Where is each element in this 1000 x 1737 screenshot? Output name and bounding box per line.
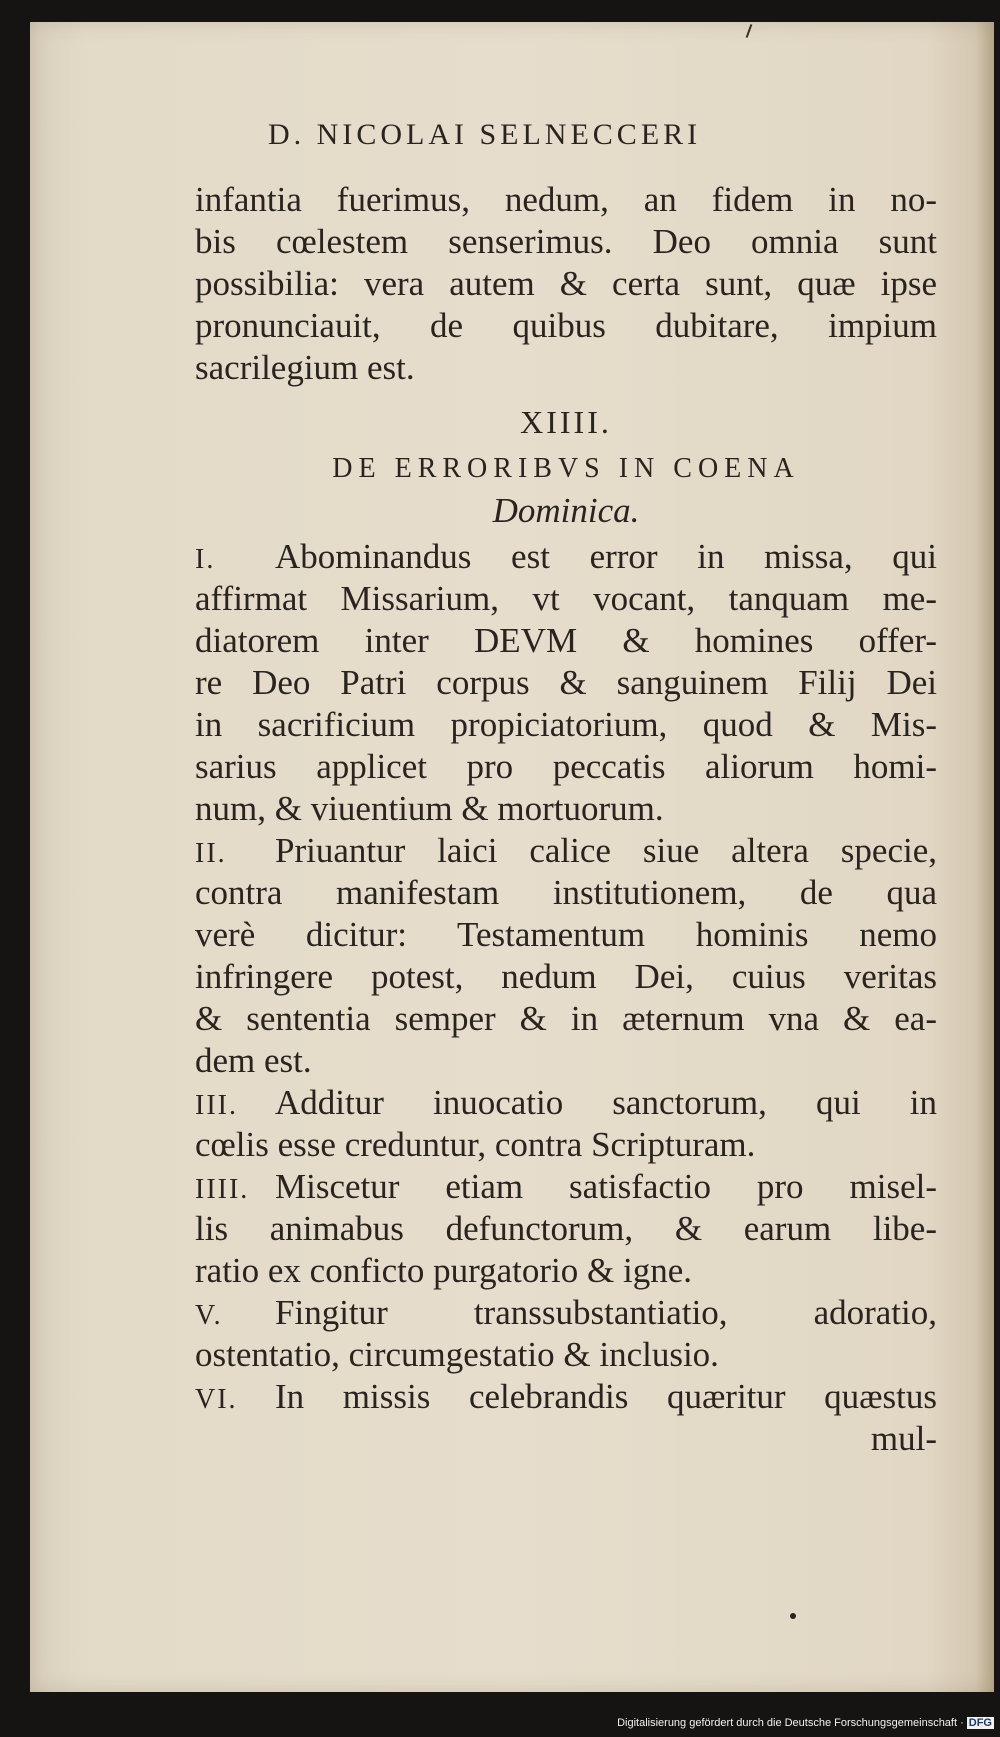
- text-line: diatorem inter DEVM & homines offer-: [195, 621, 937, 660]
- catchword: mul-: [870, 1419, 937, 1458]
- chapter-number: XIIII.: [520, 404, 612, 440]
- dfg-logo: DFG: [968, 1717, 992, 1729]
- text-line: pronunciauit, de quibus dubitare, impium: [195, 306, 937, 345]
- chapter-heading: DE ERRORIBVS IN COENA: [332, 453, 800, 484]
- text-line: verè dicitur: Testamentum hominis nemo: [195, 915, 937, 954]
- text-line: affirmat Missarium, vt vocant, tanquam me-: [195, 579, 937, 618]
- text-line: possibilia: vera autem & certa sunt, quæ ipse: [195, 264, 937, 303]
- item-text: Priuantur laici calice siue altera specie,: [275, 831, 937, 870]
- item-first-line: [195, 1083, 937, 1126]
- text-line: infringere potest, nedum Dei, cuius veritas: [195, 957, 937, 996]
- footer-text: Digitalisierung gefördert durch die Deutsche Forschungsgemeinschaft ·: [617, 1717, 964, 1729]
- text-line: sarius applicet pro peccatis aliorum homi-: [195, 747, 937, 786]
- text-line: bis cœlestem senserimus. Deo omnia sunt: [195, 222, 937, 261]
- text-line: & sententia semper & in æternum vna & ea-: [195, 999, 937, 1038]
- text-line: infantia fuerimus, nedum, an fidem in no-: [195, 180, 937, 219]
- item-text: Additur inuocatio sanctorum, qui in: [275, 1083, 937, 1122]
- ink-mark: [790, 1613, 796, 1619]
- text-line: dem est.: [195, 1041, 312, 1080]
- item-first-line: [195, 1377, 937, 1420]
- item-number: V.: [195, 1300, 223, 1331]
- item-first-line: [195, 1293, 937, 1336]
- item-number: III.: [195, 1090, 238, 1121]
- item-text: Abominandus est error in missa, qui: [275, 537, 937, 576]
- running-head: D. NICOLAI SELNECCERI: [268, 118, 702, 151]
- text-line: ratio ex conficto purgatorio & igne.: [195, 1251, 692, 1290]
- item-number: I.: [195, 544, 216, 575]
- item-text: Fingitur transsubstantiatio, adoratio,: [275, 1293, 937, 1332]
- item-number: IIII.: [195, 1174, 250, 1205]
- text-line: sacrilegium est.: [195, 348, 415, 387]
- chapter-heading-italic: Dominica.: [492, 491, 640, 530]
- item-first-line: [195, 537, 937, 580]
- item-text: Miscetur etiam satisfactio pro misel-: [275, 1167, 937, 1206]
- page-edge-shadow: [976, 22, 994, 1692]
- text-line: num, & viuentium & mortuorum.: [195, 789, 664, 828]
- item-first-line: [195, 831, 937, 874]
- digitization-footer: [617, 1717, 994, 1729]
- item-number: VI.: [195, 1384, 238, 1415]
- item-text: In missis celebrandis quæritur quæstus: [275, 1377, 937, 1416]
- item-number: II.: [195, 838, 227, 869]
- text-line: ostentatio, circumgestatio & inclusio.: [195, 1335, 719, 1374]
- text-line: in sacrificium propiciatorium, quod & Mis-: [195, 705, 937, 744]
- item-first-line: [195, 1167, 937, 1210]
- text-line: contra manifestam institutionem, de qua: [195, 873, 937, 912]
- text-line: cœlis esse creduntur, contra Scripturam.: [195, 1125, 756, 1164]
- text-line: re Deo Patri corpus & sanguinem Filij Dei: [195, 663, 937, 702]
- text-line: lis animabus defunctorum, & earum libe-: [195, 1209, 937, 1248]
